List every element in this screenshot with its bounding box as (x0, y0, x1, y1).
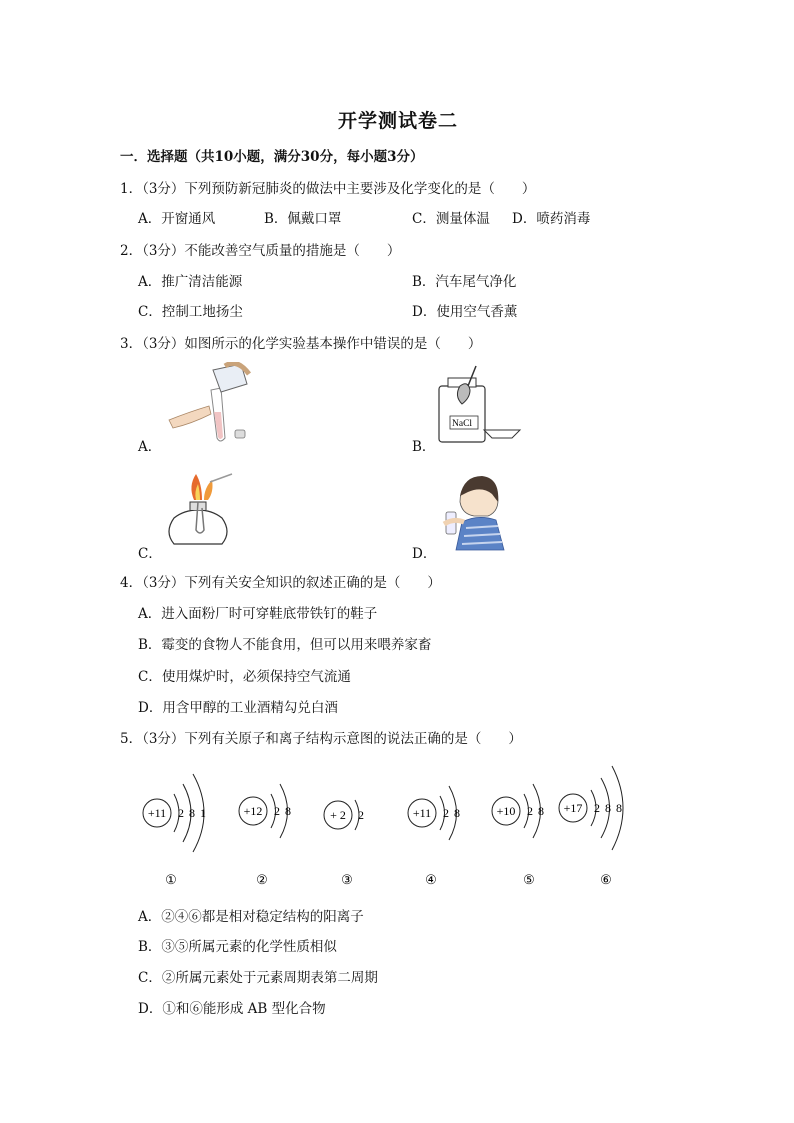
q5-option-d[interactable]: D．①和⑥能形成 AB 型化合物 (138, 1001, 326, 1017)
svg-text:②: ② (256, 872, 268, 887)
q4-option-c[interactable]: C．使用煤炉时，必须保持空气流通 (138, 669, 351, 685)
pouring-liquid-figure (165, 362, 255, 447)
atomic-structure-diagrams (130, 758, 650, 893)
question-4-stem: 4．（3分）下列有关安全知识的叙述正确的是（ ） (120, 575, 441, 591)
svg-text:③: ③ (341, 872, 353, 887)
diagram-3 (324, 800, 364, 887)
svg-text:2 8: 2 8 (443, 806, 460, 820)
svg-text:+11: +11 (412, 806, 432, 820)
svg-text:+10: +10 (496, 804, 516, 818)
q1-option-c[interactable]: C．测量体温 (412, 211, 490, 227)
svg-text:2 8 1: 2 8 1 (178, 806, 206, 820)
q2-option-d[interactable]: D．使用空气香薰 (412, 304, 518, 320)
q1-option-b[interactable]: B．佩戴口罩 (264, 211, 342, 227)
q1-option-d[interactable]: D．喷药消毒 (512, 211, 591, 227)
svg-text:①: ① (165, 872, 177, 887)
svg-text:+ 2: + 2 (330, 808, 346, 822)
q2-option-b[interactable]: B．汽车尾气净化 (412, 274, 517, 290)
question-2-stem: 2．（3分）不能改善空气质量的措施是（ ） (120, 243, 401, 259)
person-figure (438, 472, 510, 554)
q3-option-d[interactable]: D． (412, 546, 437, 562)
q4-option-d[interactable]: D．用含甲醇的工业酒精勾兑白酒 (138, 700, 338, 716)
question-5-stem: 5．（3分）下列有关原子和离子结构示意图的说法正确的是（ ） (120, 731, 522, 747)
diagram-5 (492, 784, 544, 887)
svg-text:⑤: ⑤ (523, 872, 535, 887)
svg-text:⑥: ⑥ (600, 872, 612, 887)
section-heading: 一．选择题（共10小题，满分30分，每小题3分） (120, 149, 424, 165)
q1-option-a[interactable]: A．开窗通风 (138, 211, 216, 227)
diagram-6 (559, 766, 623, 887)
alcohol-lamp-figure (160, 470, 240, 555)
svg-text:2 8 8: 2 8 8 (594, 801, 622, 815)
svg-text:+11: +11 (147, 806, 167, 820)
q4-option-a[interactable]: A．进入面粉厂时可穿鞋底带铁钉的鞋子 (138, 606, 378, 622)
svg-text:2: 2 (358, 808, 364, 822)
q3-option-b[interactable]: B． (412, 439, 436, 455)
question-1-stem: 1．（3分）下列预防新冠肺炎的做法中主要涉及化学变化的是（ ） (120, 181, 536, 197)
svg-text:2 8: 2 8 (274, 804, 291, 818)
diagram-1 (143, 774, 206, 887)
nacl-label: NaCl (452, 419, 473, 429)
diagram-2 (239, 784, 291, 887)
q3-option-a[interactable]: A． (138, 439, 162, 455)
svg-text:+17: +17 (563, 801, 583, 815)
nacl-bottle-figure (436, 364, 526, 446)
page-title: 开学测试卷二 (338, 110, 459, 132)
q5-option-c[interactable]: C．②所属元素处于元素周期表第二周期 (138, 970, 378, 986)
q2-option-a[interactable]: A．推广清洁能源 (138, 274, 243, 290)
question-3-stem: 3．（3分）如图所示的化学实验基本操作中错误的是（ ） (120, 336, 482, 352)
q2-option-c[interactable]: C．控制工地扬尘 (138, 304, 243, 320)
svg-text:④: ④ (425, 872, 437, 887)
q5-option-a[interactable]: A．②④⑥都是相对稳定结构的阳离子 (138, 909, 364, 925)
q4-option-b[interactable]: B．霉变的食物人不能食用，但可以用来喂养家畜 (138, 637, 432, 653)
q5-option-b[interactable]: B．③⑤所属元素的化学性质相似 (138, 939, 337, 955)
svg-text:2 8: 2 8 (527, 804, 544, 818)
diagram-4 (408, 786, 460, 887)
q3-option-c[interactable]: C． (138, 546, 162, 562)
svg-text:+12: +12 (243, 804, 263, 818)
